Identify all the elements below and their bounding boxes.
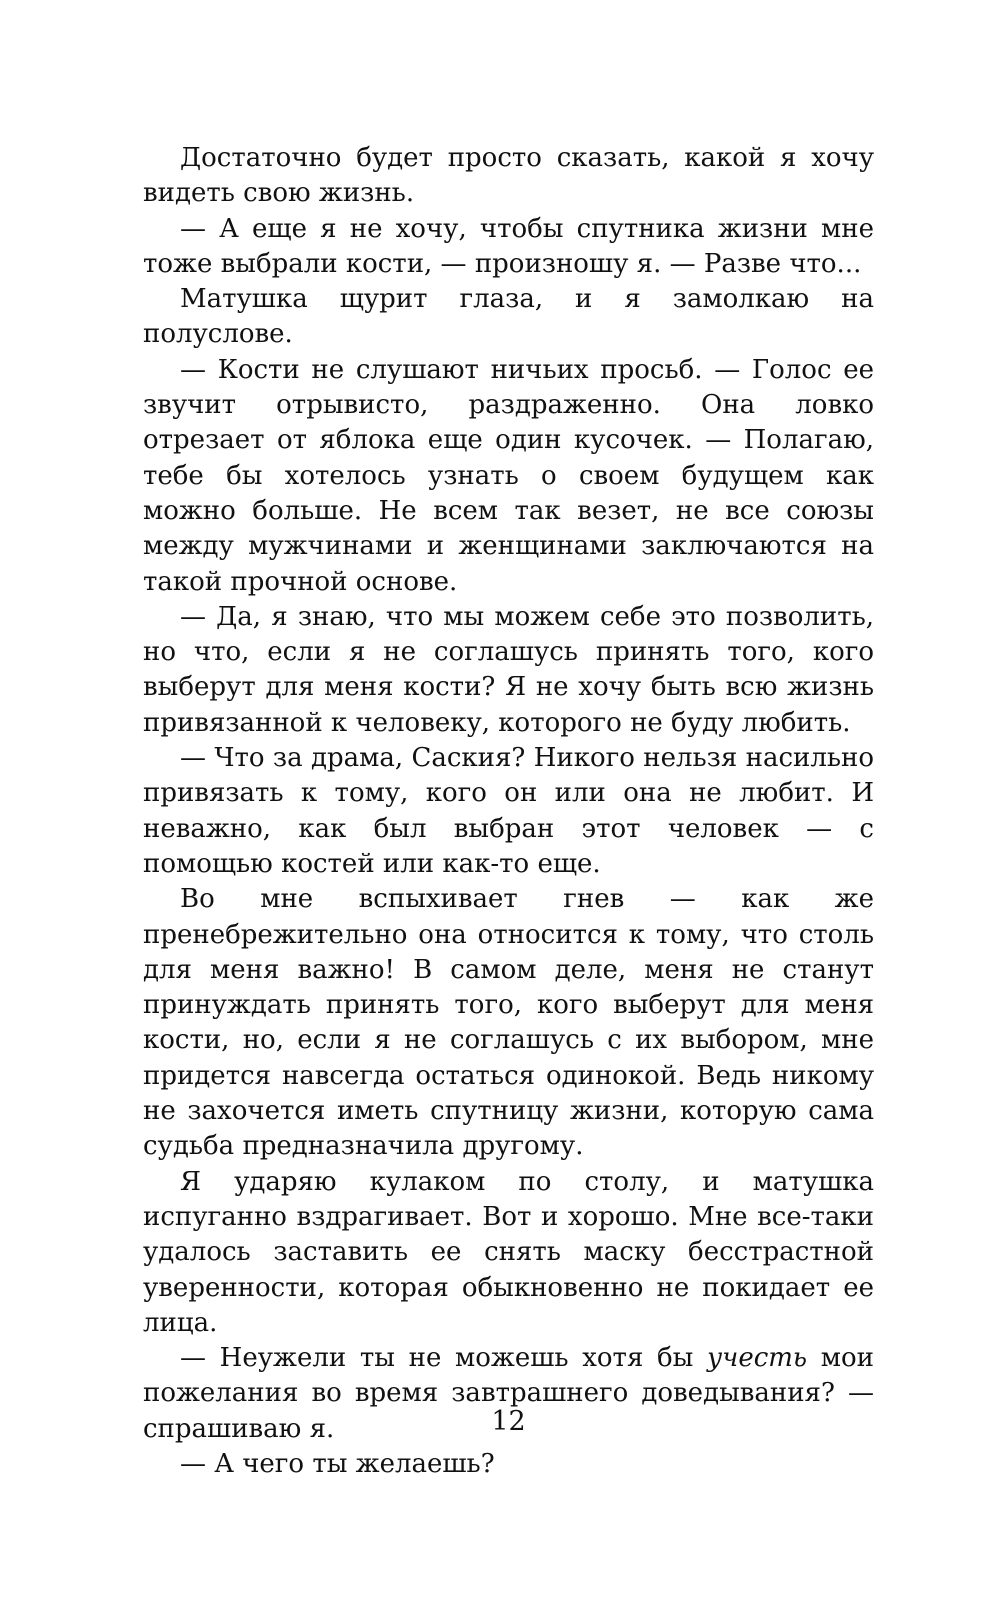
paragraph-9-before: — Неужели ты не можешь хотя бы [180,1343,708,1374]
paragraph-4: — Кости не слушают ничьих просьб. — Голос ее звучит отрывисто, раздраженно. Она ловко отрезает от яблока еще один кусочек. — Полагаю, тебе бы хотелось узнать о своем будущем как можно больше. Не всем так везет, не все союзы между мужчинами и женщинами заключаются на такой прочной основе. [143,354,874,597]
book-page [143,141,874,1479]
paragraph-7: Во мне вспыхивает гнев — как же пренебрежительно она относится к тому, что столь для меня важно! В самом деле, меня не станут принуждать принять того, кого выберут для меня кости, но, если я не соглашусь с их выбором, мне придется навсегда остаться одинокой. Ведь никому не захочется иметь спутницу жизни, которую сама судьба предназначила другому. [143,884,874,1162]
paragraph-9-after: мои пожелания во время завтрашнего доведывания? — спрашиваю я. [143,1343,874,1444]
paragraph-5: — Да, я знаю, что мы можем себе это позволить, но что, если я не соглашусь принять того, кого выберут для меня кости? Я не хочу быть всю жизнь привязанной к человеку, которого не буду любить. [143,601,874,738]
paragraph-10: — А чего ты желаешь? [180,1448,495,1479]
paragraph-6: — Что за драма, Саския? Никого нельзя насильно привязать к тому, кого он или она не любит. И неважно, как был выбран этот человек — с помощью костей или как-то еще. [143,743,874,879]
body-text [143,141,874,1482]
page-number: 12 [491,1406,526,1437]
paragraph-1: Достаточно будет просто сказать, какой я хочу видеть свою жизнь. [143,143,874,209]
emphasized-word: учесть [707,1343,808,1374]
paragraph-3: Матушка щурит глаза, и я замолкаю на полуслове. [143,284,874,350]
paragraph-8: Я ударяю кулаком по столу, и матушка испуганно вздрагивает. Вот и хорошо. Мне все-таки удалось заставить ее снять маску бесстрастной уверенности, которая обыкновенно не покидает ее лица. [143,1166,874,1338]
paragraph-2: — А еще я не хочу, чтобы спутника жизни мне тоже выбрали кости, — произношу я. — Разве что... [143,213,874,279]
